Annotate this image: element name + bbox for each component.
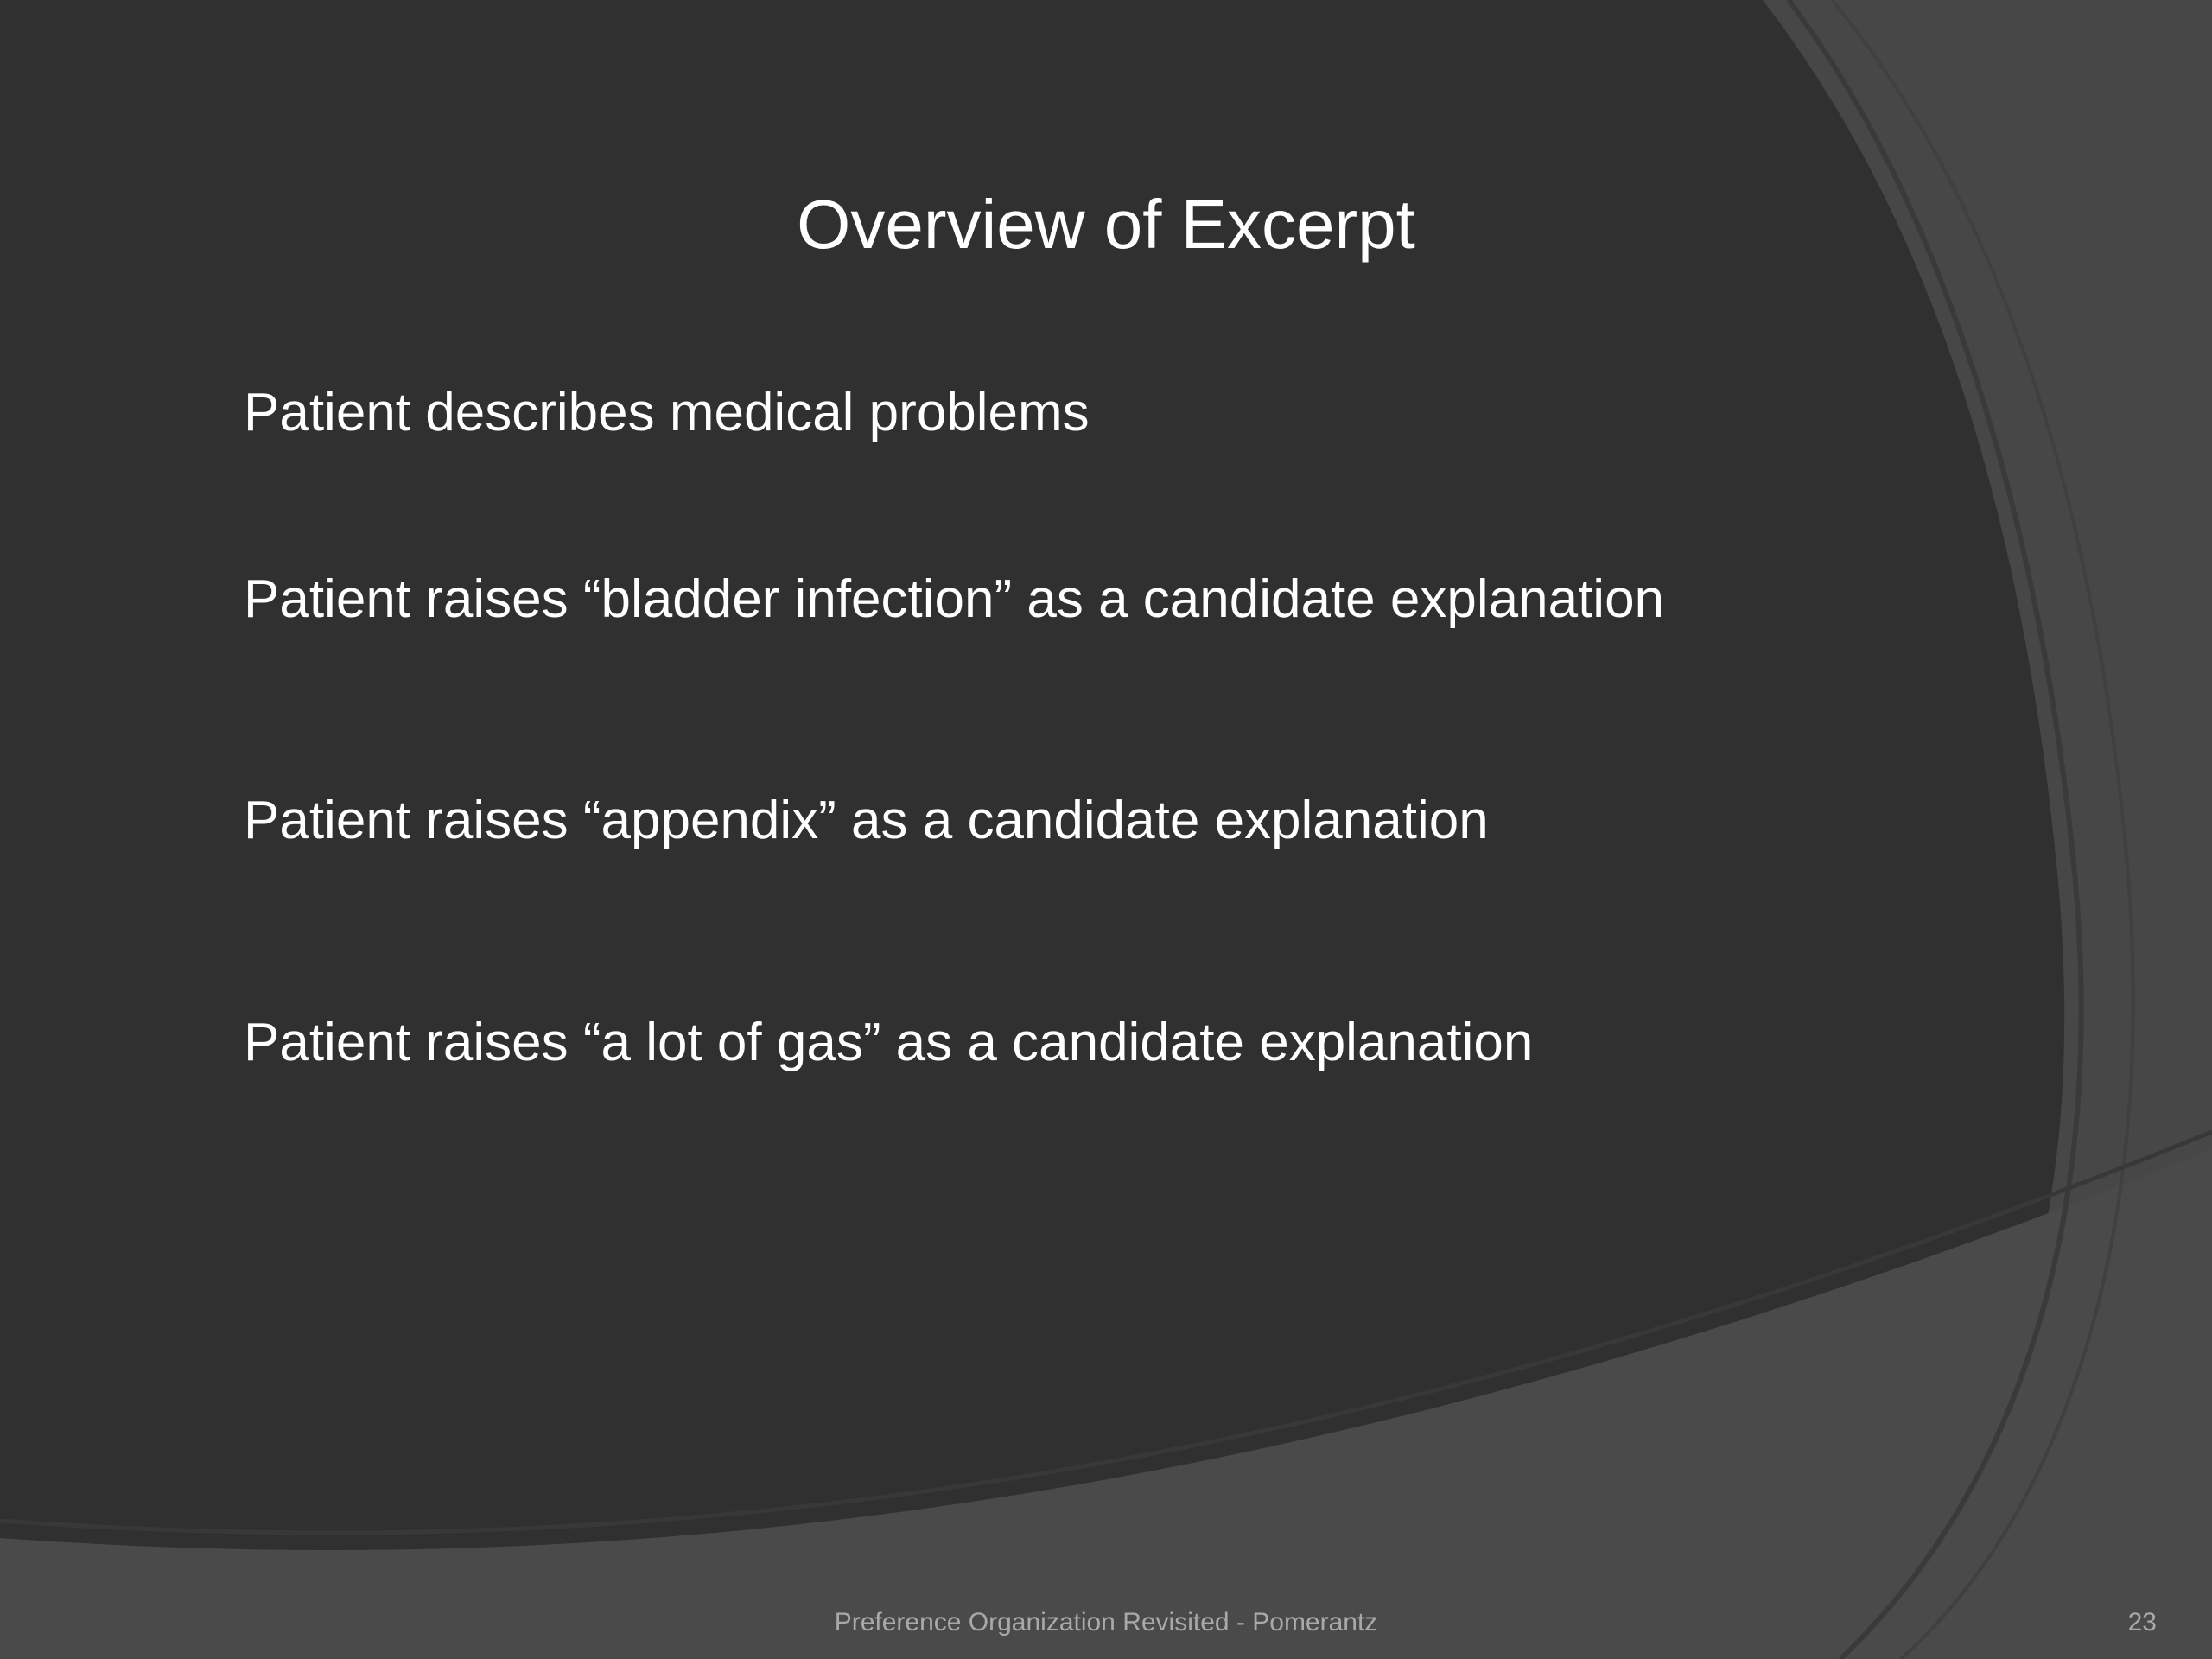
bullet-item: Patient raises “appendix” as a candidate explanation	[244, 791, 1489, 850]
bullet-item: Patient describes medical problems	[244, 383, 1090, 442]
bullet-item: Patient raises “bladder infection” as a candidate explanation	[244, 569, 1665, 629]
slide-footer: Preference Organization Revisited - Pomerantz	[834, 1608, 1378, 1637]
slide-title: Overview of Excerpt	[797, 186, 1415, 263]
page-number: 23	[2127, 1608, 2157, 1637]
bullet-item: Patient raises “a lot of gas” as a candidate explanation	[244, 1013, 1534, 1072]
